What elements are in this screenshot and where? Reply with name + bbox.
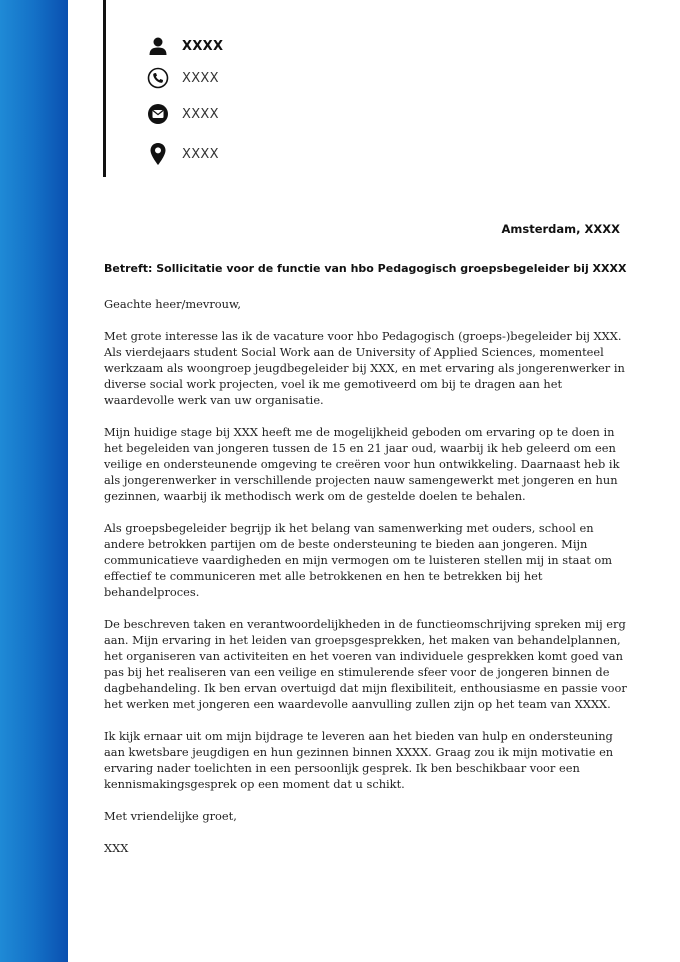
letter-body: [104, 296, 634, 872]
paragraph-5: Ik kijk ernaar uit om mijn bijdrage te leveren aan het bieden van hulp en ondersteuning aan kwetsbare jeugdigen en hun gezinnen binnen XXXX. Graag zou ik mijn motivatie en ervaring nader toelichten in een persoonlijk gesprek. Ik ben beschikbaar voor een kennismakingsgesprek op een moment dat u schikt.: [104, 729, 614, 791]
contact-name-row: [146, 33, 223, 59]
contact-email-row: [146, 101, 219, 127]
contact-name: XXXX: [182, 38, 224, 54]
paragraph-2: Mijn huidige stage bij XXX heeft me de mogelijkheid geboden om ervaring op te doen in het begeleiden van jongeren tussen de 15 en 21 jaar oud, waarbij ik heb geleerd om een veilige en ondersteunende omgeving te creëren voor hun ontwikkeling. Daarnaast heb ik als jongerenwerker in verschillende projecten nauw samengewerkt met jongeren en hun gezinnen, waarbij ik methodisch werk om de gestelde doelen te behalen.: [104, 425, 620, 503]
signature: XXX: [104, 841, 129, 855]
person-icon: [146, 34, 170, 58]
contact-phone-row: [146, 65, 219, 91]
place-date: Amsterdam, XXXX: [501, 222, 620, 236]
header-divider-line: [103, 0, 106, 177]
envelope-icon: [146, 102, 170, 126]
closing: Met vriendelijke groet,: [104, 809, 237, 823]
salutation: Geachte heer/mevrouw,: [104, 297, 242, 311]
paragraph-1: Met grote interesse las ik de vacature voor hbo Pedagogisch (groeps-)begeleider bij XXX. Als vierdejaars student Social Work aan de University of Applied Sciences, momenteel werkzaam als woongroep jeugdbegeleider bij XXX, en met ervaring als jongerenwerker in diverse social work projecten, voel ik me gemotiveerd om bij te dragen aan het waardevolle werk van uw organisatie.: [104, 329, 625, 407]
blue-sidebar: [0, 0, 68, 962]
phone-icon: [146, 66, 170, 90]
contact-address-row: [146, 141, 219, 167]
contact-phone: XXXX: [182, 70, 219, 86]
letter-subject: Betreft: Sollicitatie voor de functie van hbo Pedagogisch groepsbegeleider bij XXXX: [104, 262, 627, 275]
contact-email: XXXX: [182, 106, 219, 122]
contact-address: XXXX: [182, 146, 219, 162]
paragraph-3: Als groepsbegeleider begrijp ik het belang van samenwerking met ouders, school en andere betrokken partijen om de beste ondersteuning te bieden aan jongeren. Mijn communicatieve vaardigheden en mijn vermogen om te luisteren stellen mij in staat om effectief te communiceren met alle betrokkenen en hen te betrekken bij het behandelproces.: [104, 521, 613, 599]
paragraph-4: De beschreven taken en verantwoordelijkheden in de functieomschrijving spreken mij erg aan. Mijn ervaring in het leiden van groepsgesprekken, het maken van behandelplannen, het organiseren van activiteiten en het voeren van individuele gesprekken komt goed van pas bij het realiseren van een veilige en stimulerende sfeer voor de jongeren binnen de dagbehandeling. Ik ben ervan overtuigd dat mijn flexibiliteit, enthousiasme en passie voor het werken met jongeren een waardevolle aanvulling zullen zijn op het team van XXXX.: [104, 617, 627, 711]
location-pin-icon: [146, 142, 170, 166]
